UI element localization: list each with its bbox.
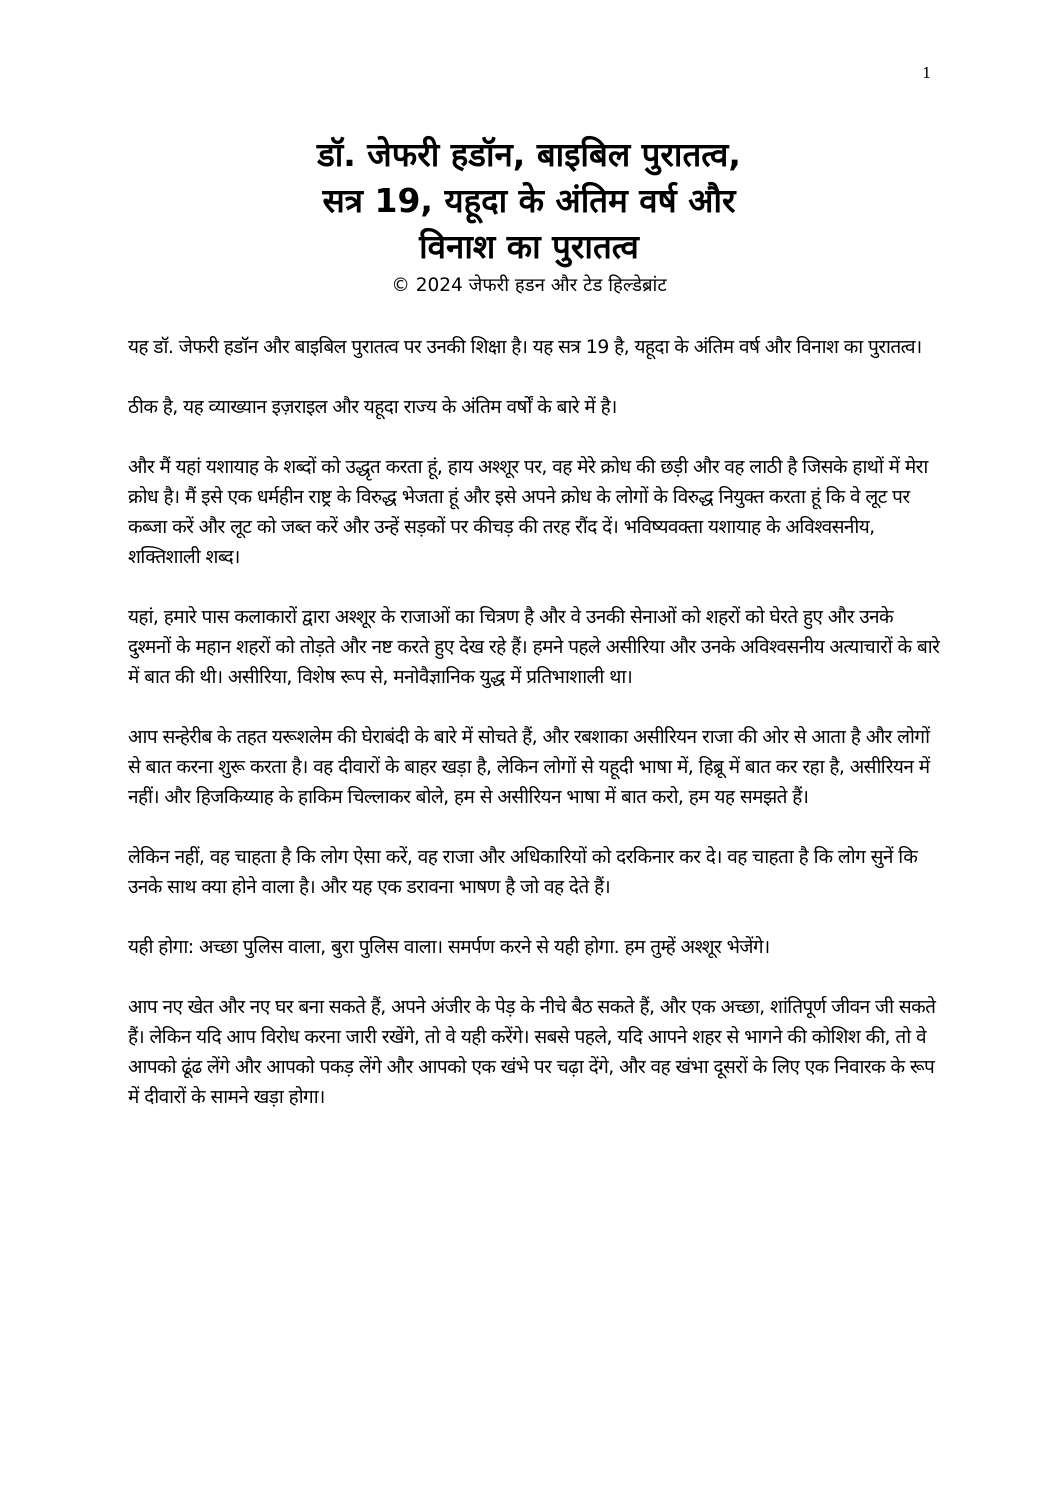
paragraph: यहां, हमारे पास कलाकारों द्वारा अश्शूर के राजाओं का चित्रण है और वे उनकी सेनाओं को शहरों को घेरते हुए और उनके दुश्मनों के महान शहरों को तोड़ते और नष्ट करते हुए देख रहे हैं। हमने पहले असीरिया और उनके अविश्वसनीय अत्याचारों के बारे में बात की थी। असीरिया, विशेष रूप से, मनोवैज्ञानिक युद्ध में प्रतिभाशाली था। [128,606,940,688]
paragraph: यह डॉ. जेफरी हडॉन और बाइबिल पुरातत्व पर उनकी शिक्षा है। यह सत्र 19 है, यहूदा के अंतिम वर्ष और विनाश का पुरातत्व। [128,336,922,358]
document-body [128,332,940,1142]
paragraph: लेकिन नहीं, वह चाहता है कि लोग ऐसा करें, वह राजा और अधिकारियों को दरकिनार कर दे। वह चाहता है कि लोग सुनें कि उनके साथ क्या होने वाला है। और यह एक डरावना भाषण है जो वह देते हैं। [128,846,918,898]
paragraph: आप नए खेत और नए घर बना सकते हैं, अपने अंजीर के पेड़ के नीचे बैठ सकते हैं, और एक अच्छा, शांतिपूर्ण जीवन जी सकते हैं। लेकिन यदि आप विरोध करना जारी रखेंगे, तो वे यही करेंगे। सबसे पहले, यदि आपने शहर से भागने की कोशिश की, तो वे आपको ढूंढ लेंगे और आपको पकड़ लेंगे और आपको एक खंभे पर चढ़ा देंगे, और वह खंभा दूसरों के लिए एक निवारक के रूप में दीवारों के सामने खड़ा होगा। [128,996,936,1108]
title-line-1: डॉ. जेफरी हडॉन, बाइबिल पुरातत्व, [317,135,741,174]
title-line-3: विनाश का पुरातत्व [419,227,639,266]
title-line-2: सत्र 19, यहूदा के अंतिम वर्ष और [322,181,736,220]
paragraph: ठीक है, यह व्याख्यान इज़राइल और यहूदा राज्य के अंतिम वर्षों के बारे में है। [128,396,617,418]
title-block [120,132,938,300]
paragraph: और मैं यहां यशायाह के शब्दों को उद्धृत करता हूं, हाय अश्शूर पर, वह मेरे क्रोध की छड़ी और वह लाठी है जिसके हाथों में मेरा क्रोध है। मैं इसे एक धर्महीन राष्ट्र के विरुद्ध भेजता हूं और इसे अपने क्रोध के लोगों के विरुद्ध नियुक्त करता हूं कि वे लूट पर कब्जा करें और लूट को जब्त करें और उन्हें सड़कों पर कीचड़ की तरह रौंद दें। भविष्यवक्ता यशायाह के अविश्वसनीय, शक्तिशाली शब्द। [128,456,928,568]
page-number: 1 [922,64,932,82]
paragraph: आप सन्हेरीब के तहत यरूशलेम की घेराबंदी के बारे में सोचते हैं, और रबशाका असीरियन राजा की ओर से आता है और लोगों से बात करना शुरू करता है। वह दीवारों के बाहर खड़ा है, लेकिन लोगों से यहूदी भाषा में, हिब्रू में बात कर रहा है, असीरियन में नहीं। और हिजकिय्याह के हाकिम चिल्लाकर बोले, हम से असीरियन भाषा में बात करो, हम यह समझते हैं। [128,726,930,808]
copyright-notice: © 2024 जेफरी हडन और टेड हिल्डेब्रांट [391,275,667,296]
paragraph: यही होगा: अच्छा पुलिस वाला, बुरा पुलिस वाला। समर्पण करने से यही होगा. हम तुम्हें अश्शूर भेजेंगे। [128,936,770,958]
